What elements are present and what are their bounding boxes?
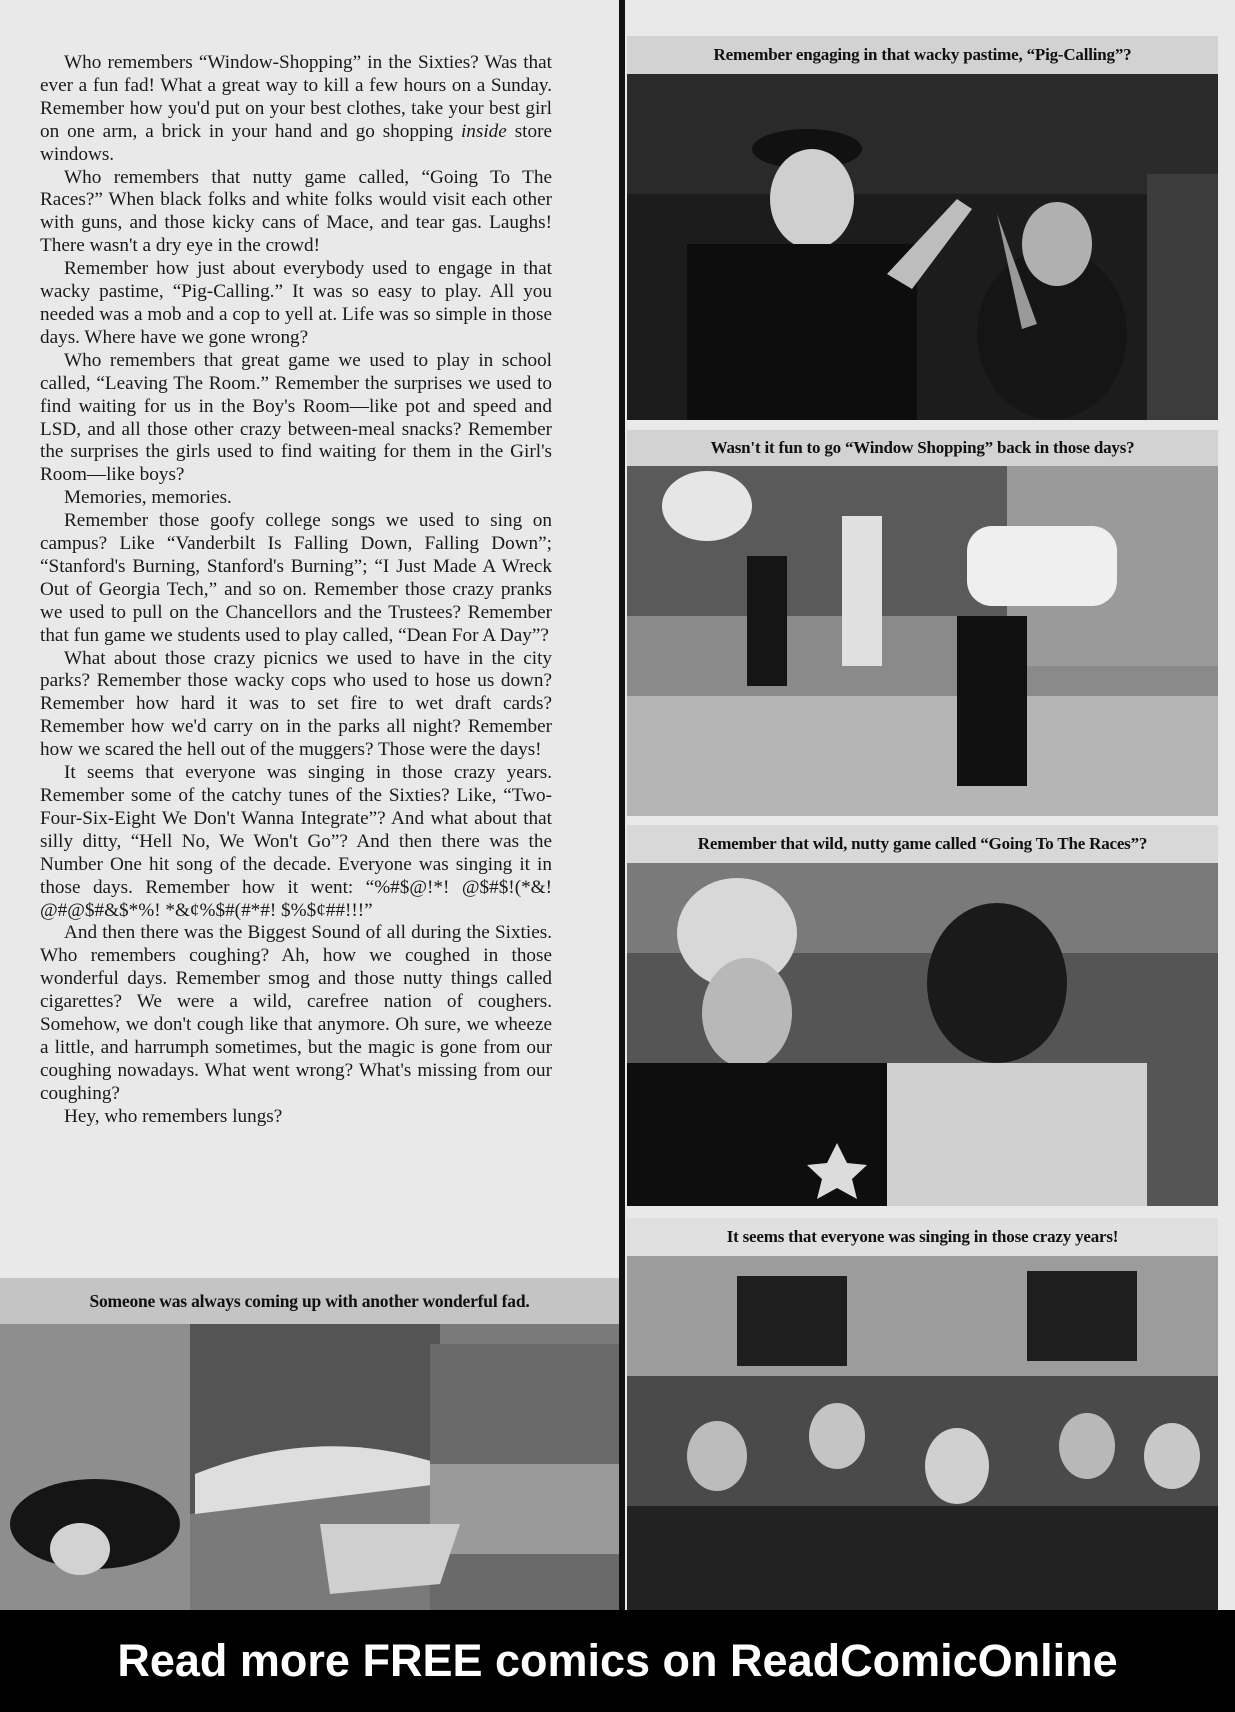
paragraph-memories: Memories, memories. bbox=[64, 487, 232, 509]
paragraph-singing: It seems that everyone was singing in those crazy years. Remember some of the catchy tunes of the Sixties? Like, “Two-Four-Six-Eight We Don't Wanna Integrate”? And what about that silly ditty, “Hell No, We Won't Go”? And then there was the Number One hit song of the decade. Everyone was singing it in those days. Remember how it went: “%#$@!*! @$#$!(*&! @#@$#&$*%! *&¢%$#(#*#! $%$¢##!!!” bbox=[40, 762, 552, 921]
caption-singing: It seems that everyone was singing in those crazy years! bbox=[627, 1218, 1218, 1256]
paragraph-leaving-room: Who remembers that great game we used to play in school called, “Leaving The Room.” Remember the surprises we used to find waiting for us in the Boy's Room—like pot and speed and LSD, and all those other crazy between-meal snacks? Remember the surprises the girls used to find waiting for them in the Girl's Room—like boys? bbox=[40, 349, 552, 486]
paragraph-lungs: Hey, who remembers lungs? bbox=[64, 1105, 283, 1127]
paragraph-college-songs: Remember those goofy college songs we used to sing on campus? Like “Vanderbilt Is Falling Down, Falling Down”; “Stanford's Burning, Stanford's Burning”; “I Just Made A Wreck Out of Georgia Tech,” and so on. Remember those crazy pranks we used to pull on the Chancellors and the Trustees? Remember that fun game we students used to play called, “Dean For A Day”? bbox=[40, 510, 552, 646]
paragraph-window-shopping: Who remembers “Window-Shopping” in the Sixties? Was that ever a fun fad! What a great way to kill a few hours on a Sunday. Remember how you'd put on your best clothes, take your best girl on one arm, a brick in your hand and go shopping inside store windows. bbox=[40, 52, 552, 165]
photo-police-protester bbox=[627, 74, 1218, 420]
photo-crowd-singing bbox=[627, 1256, 1218, 1610]
photo-collage-fads bbox=[0, 1324, 619, 1610]
photo-injured-man-police bbox=[627, 863, 1218, 1206]
caption-window-shopping: Wasn't it fun to go “Window Shopping” back in those days? bbox=[627, 430, 1218, 466]
paragraph-coughing: And then there was the Biggest Sound of all during the Sixties. Who remembers coughing? Ah, how we coughed in those wonderful days. Remember smog and those nutty things called cigarettes? We were a wild, carefree nation of coughers. Somehow, we don't cough like that anymore. Oh sure, we wheeze a little, and harrumph sometimes, but the magic is gone from our coughing nowadays. What went wrong? What's missing from our coughing? bbox=[40, 922, 552, 1104]
paragraph-picnics: What about those crazy picnics we used to have in the city parks? Remember those wacky cops who used to hose us down? Remember how hard it was to set fire to wet draft cards? Remember how we'd carry on in the parks all night? Remember how we scared the hell out of the muggers? Those were the days! bbox=[40, 647, 552, 761]
column-divider bbox=[619, 0, 625, 1610]
caption-pig-calling: Remember engaging in that wacky pastime, “Pig-Calling”? bbox=[627, 36, 1218, 74]
caption-fad: Someone was always coming up with another wonderful fad. bbox=[0, 1278, 619, 1324]
promo-banner[interactable]: Read more FREE comics on ReadComicOnline bbox=[0, 1610, 1235, 1712]
photo-looters-street bbox=[627, 466, 1218, 816]
caption-going-races: Remember that wild, nutty game called “Going To The Races”? bbox=[627, 825, 1218, 863]
paragraph-going-races: Who remembers that nutty game called, “Going To The Races?” When black folks and white folks would visit each other with guns, and those kicky cans of Mace, and tear gas. Laughs! There wasn't a dry eye in the crowd! bbox=[40, 166, 552, 257]
article-body bbox=[40, 52, 552, 1129]
paragraph-pig-calling: Remember how just about everybody used to engage in that wacky pastime, “Pig-Calling.” It was so easy to play. All you needed was a mob and a cop to yell at. Life was so simple in those days. Where have we gone wrong? bbox=[40, 258, 552, 348]
